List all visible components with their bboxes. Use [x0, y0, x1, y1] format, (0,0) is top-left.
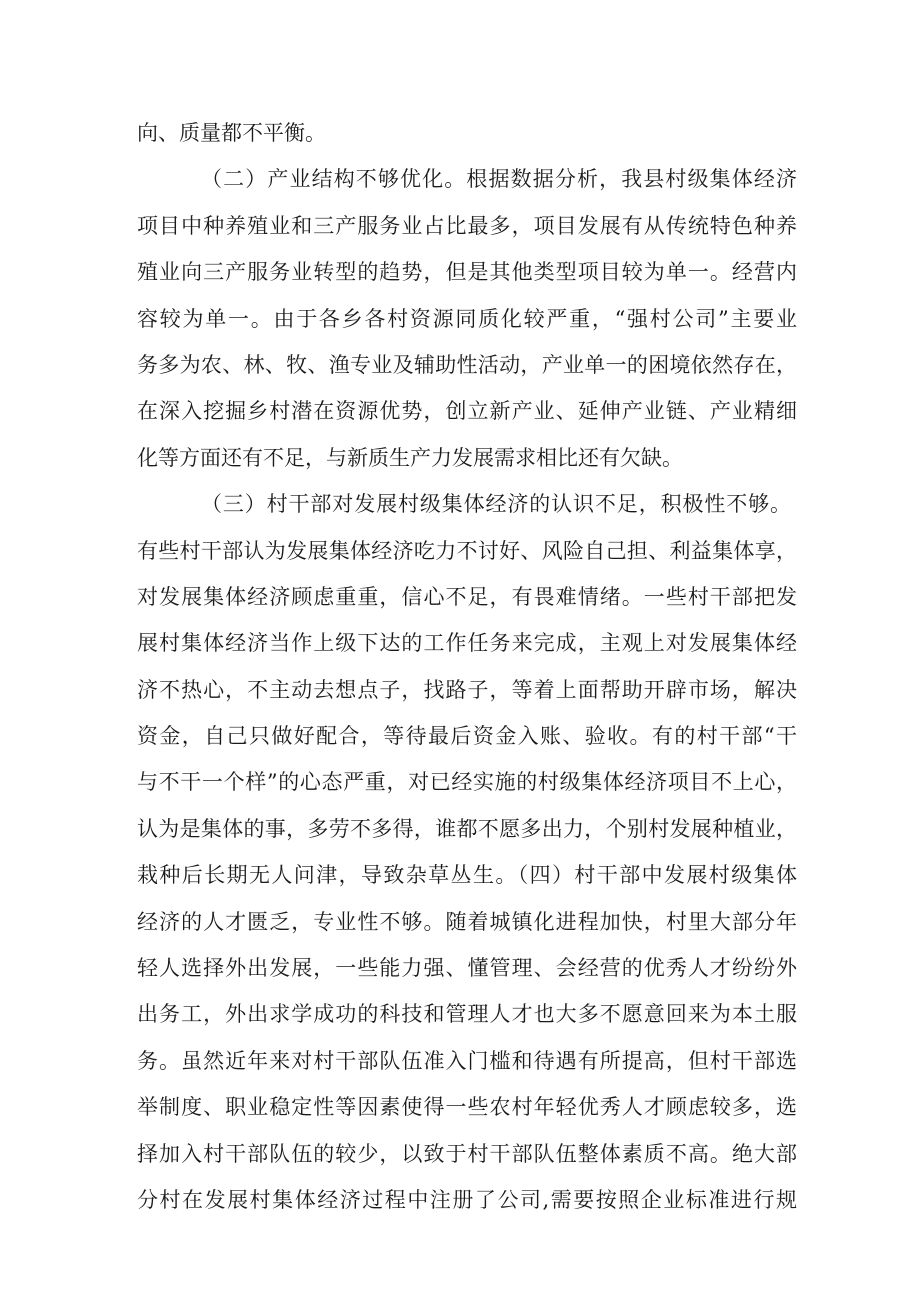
text-line: 资金，自己只做好配合，等待最后资金入账、验收。有的村干部“干 [137, 724, 797, 749]
text-line: 在深入挖掘乡村潜在资源优势，创立新产业、延伸产业链、产业精细 [137, 399, 797, 424]
text-line: 分村在发展村集体经济过程中注册了公司,需要按照企业标准进行规 [137, 1187, 797, 1212]
text-line: 经济的人才匮乏，专业性不够。随着城镇化进程加快，村里大部分年 [137, 909, 797, 934]
text-line: 向、质量都不平衡。 [137, 121, 326, 145]
text-line: 容较为单一。由于各乡各村资源同质化较严重，“强村公司”主要业 [137, 306, 797, 331]
text-line: （二）产业结构不够优化。根据数据分析，我县村级集体经济 [201, 167, 797, 192]
text-line: 济不热心，不主动去想点子，找路子，等着上面帮助开辟市场，解决 [137, 677, 797, 702]
text-line: 务多为农、林、牧、渔专业及辅助性活动，产业单一的困境依然存在， [137, 352, 797, 377]
text-line: 对发展集体经济顾虑重重，信心不足，有畏难情绪。一些村干部把发 [137, 584, 797, 609]
text-line: 化等方面还有不足，与新质生产力发展需求相比还有欠缺。 [137, 445, 683, 470]
text-line: 轻人选择外出发展，一些能力强、懂管理、会经营的优秀人才纷纷外 [137, 956, 797, 981]
text-line: 展村集体经济当作上级下达的工作任务来完成，主观上对发展集体经 [137, 631, 797, 656]
text-line: 出务工，外出求学成功的科技和管理人才也大多不愿意回来为本土服 [137, 1002, 797, 1027]
text-line: 与不干一个样”的心态严重，对已经实施的村级集体经济项目不上心， [137, 770, 797, 795]
text-line: 举制度、职业稳定性等因素使得一些农村年轻优秀人才顾虑较多，选 [137, 1095, 797, 1120]
text-line: 栽种后长期无人问津，导致杂草丛生。（四）村干部中发展村级集体 [137, 863, 797, 888]
body-text [137, 110, 797, 1223]
text-line: （三）村干部对发展村级集体经济的认识不足，积极性不够。 [201, 492, 791, 517]
text-line: 务。虽然近年来对村干部队伍准入门槛和待遇有所提高，但村干部选 [137, 1048, 797, 1073]
text-line: 择加入村干部队伍的较少，以致于村干部队伍整体素质不高。绝大部 [137, 1141, 797, 1166]
text-line: 项目中种养殖业和三产服务业占比最多，项目发展有从传统特色种养 [137, 213, 797, 238]
text-line: 认为是集体的事，多劳不多得，谁都不愿多出力，个别村发展种植业， [137, 816, 797, 841]
text-line: 有些村干部认为发展集体经济吃力不讨好、风险自己担、利益集体享， [137, 538, 797, 563]
text-line: 殖业向三产服务业转型的趋势，但是其他类型项目较为单一。经营内 [137, 260, 797, 285]
